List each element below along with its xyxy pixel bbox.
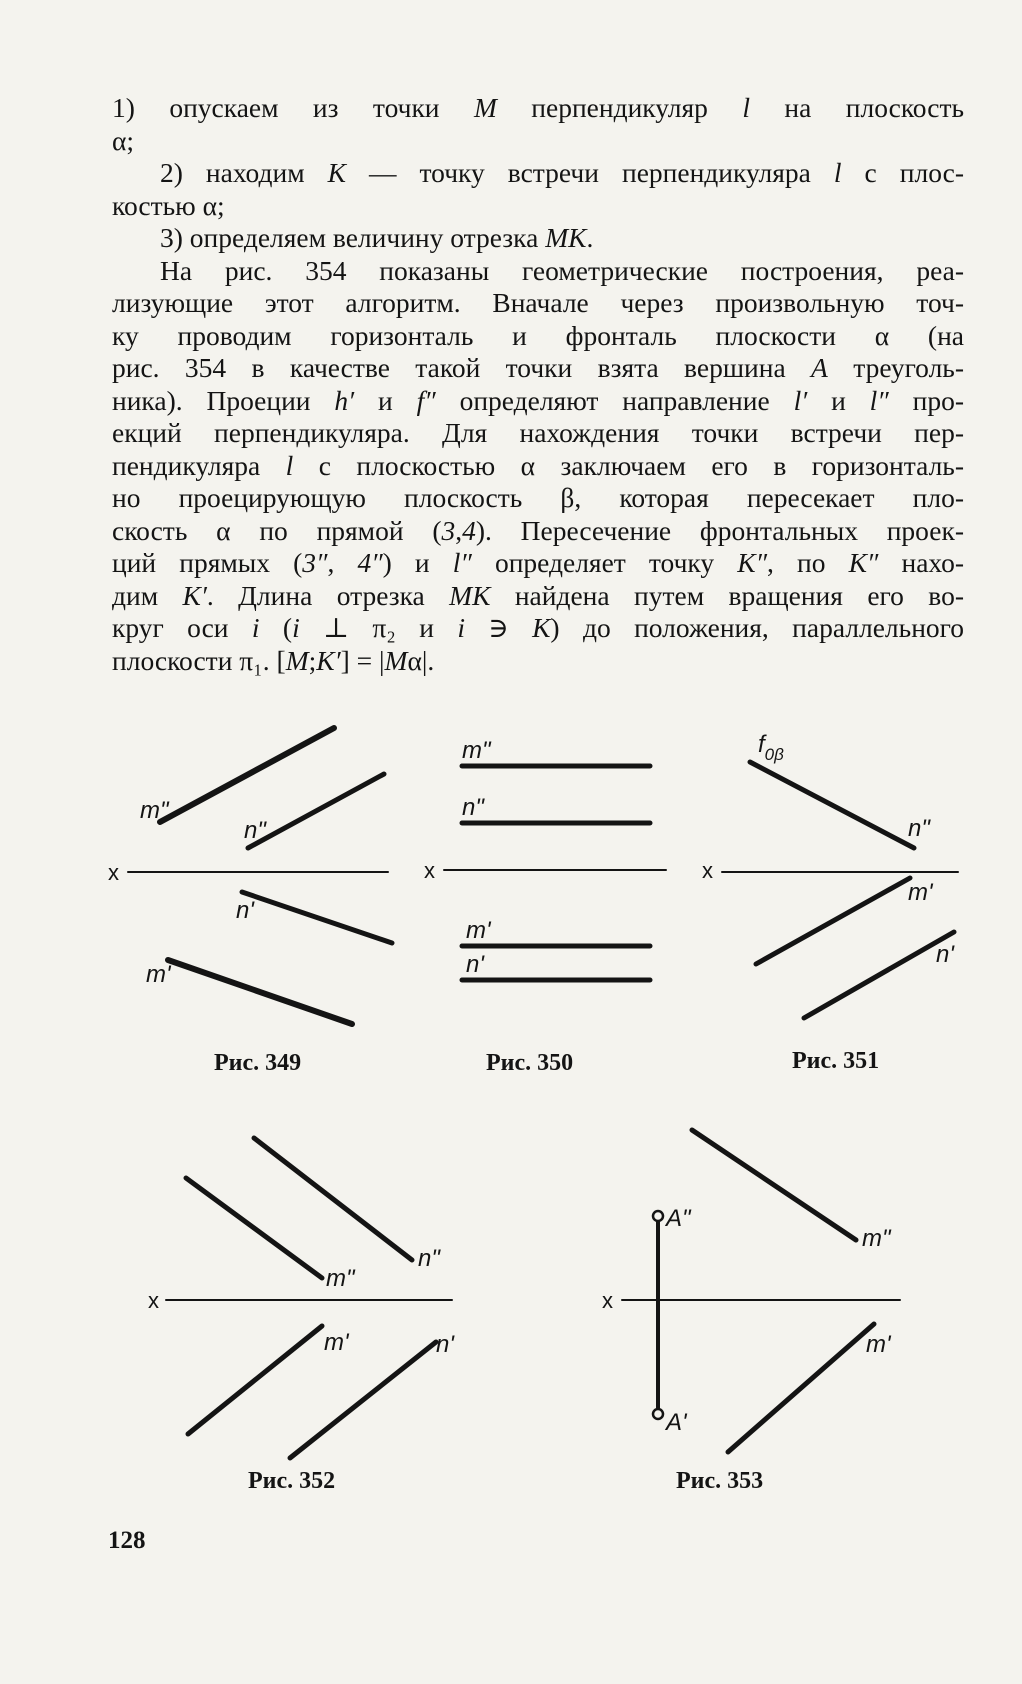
x-axis-label: x: [702, 858, 713, 883]
line-m1: [188, 1326, 322, 1434]
label-n2: n": [418, 1245, 440, 1272]
label-n1: n': [236, 897, 254, 924]
label-f: $f_{0\beta}$: [758, 731, 784, 764]
label-n1: n': [436, 1331, 454, 1358]
label-m2: m": [462, 737, 491, 764]
para-line: но проецирующую плоскость β, которая пересекает пло-: [112, 482, 964, 513]
label-m1: m': [324, 1329, 349, 1356]
caption-352: Рис. 352: [248, 1468, 336, 1494]
step-3: 3) определяем величину отрезка MK.: [160, 222, 594, 253]
line-m1: [728, 1324, 874, 1452]
label-m2: m": [862, 1225, 891, 1252]
line-f0b: [750, 762, 914, 848]
label-n2: n": [908, 815, 930, 842]
label-A1: A': [666, 1409, 687, 1436]
line-n1: [242, 892, 392, 943]
label-m1: m': [146, 961, 171, 988]
label-n1: n': [936, 941, 954, 968]
label-A2: A": [666, 1205, 691, 1232]
para-line: На рис. 354 показаны геометрические построения, реа-: [160, 254, 964, 286]
step-2-line-1: 2) находим K — точку встречи перпендикуляра l с плос-: [160, 157, 964, 188]
line-n1: [290, 1342, 436, 1458]
para-line: плоскости π₁. [M;K′] = |Mα|.: [112, 644, 435, 676]
para-line: скость α по прямой (3,4). Пересечение фронтальных проек-: [112, 514, 964, 546]
label-n2: n": [244, 817, 266, 844]
fig-353: [602, 1130, 900, 1494]
step-1-line-1: 1) опускаем из точки M перпендикуляр l на плоскость: [112, 92, 964, 123]
point-A1: [653, 1409, 663, 1419]
line-m1: [168, 960, 352, 1024]
fig-351: [702, 731, 958, 1074]
page-number: 128: [108, 1527, 146, 1554]
line-n2: [254, 1138, 412, 1260]
caption-349: Рис. 349: [214, 1050, 302, 1076]
caption-350: Рис. 350: [486, 1050, 574, 1076]
para-line: лизующие этот алгоритм. Вначале через произвольную точ-: [112, 287, 964, 318]
fig-352: [148, 1138, 455, 1494]
label-m1: m': [908, 879, 933, 906]
para-line: екций перпендикуляра. Для нахождения точки встречи пер-: [112, 417, 964, 448]
line-m2: [160, 728, 334, 822]
fig-349: [108, 728, 392, 1076]
caption-351: Рис. 351: [792, 1048, 880, 1074]
para-line: ку проводим горизонталь и фронталь плоскости α (на: [112, 319, 964, 351]
fig-350: [424, 737, 666, 1076]
x-axis-label: x: [602, 1288, 613, 1313]
label-m1: m': [866, 1331, 891, 1358]
point-A2: [653, 1211, 663, 1221]
para-line: круг оси i (i ⊥ π₂ и i ∋ K) до положения, параллельного: [112, 612, 964, 643]
line-n2: [248, 774, 384, 848]
para-line: дим K′. Длина отрезка MK найдена путем вращения его во-: [112, 579, 964, 611]
caption-353: Рис. 353: [676, 1468, 764, 1494]
para-line: рис. 354 в качестве такой точки взята вершина A треуголь-: [112, 352, 964, 383]
para-line: пендикуляра l с плоскостью α заключаем его в горизонталь-: [112, 449, 964, 481]
line-m2-a: [186, 1178, 322, 1278]
x-axis-label: x: [424, 858, 435, 883]
label-n1: n': [466, 951, 484, 978]
x-axis-label: x: [148, 1288, 159, 1313]
label-m1: m': [466, 917, 491, 944]
line-m1: [756, 878, 910, 964]
step-1-line-2: α;: [112, 124, 135, 156]
label-m2: m": [140, 797, 169, 824]
label-n2: n": [462, 794, 484, 821]
para-line: ций прямых (3″, 4″) и l″ определяет точку K″, по K″ нахо-: [112, 547, 965, 578]
para-line: ника). Проеции h′ и f″ определяют направление l′ и l″ про-: [112, 384, 965, 416]
label-m2: m": [326, 1265, 355, 1292]
line-m2: [692, 1130, 856, 1240]
x-axis-label: x: [108, 860, 119, 885]
step-2-line-2: костью α;: [112, 189, 225, 221]
line-n1: [804, 932, 954, 1018]
